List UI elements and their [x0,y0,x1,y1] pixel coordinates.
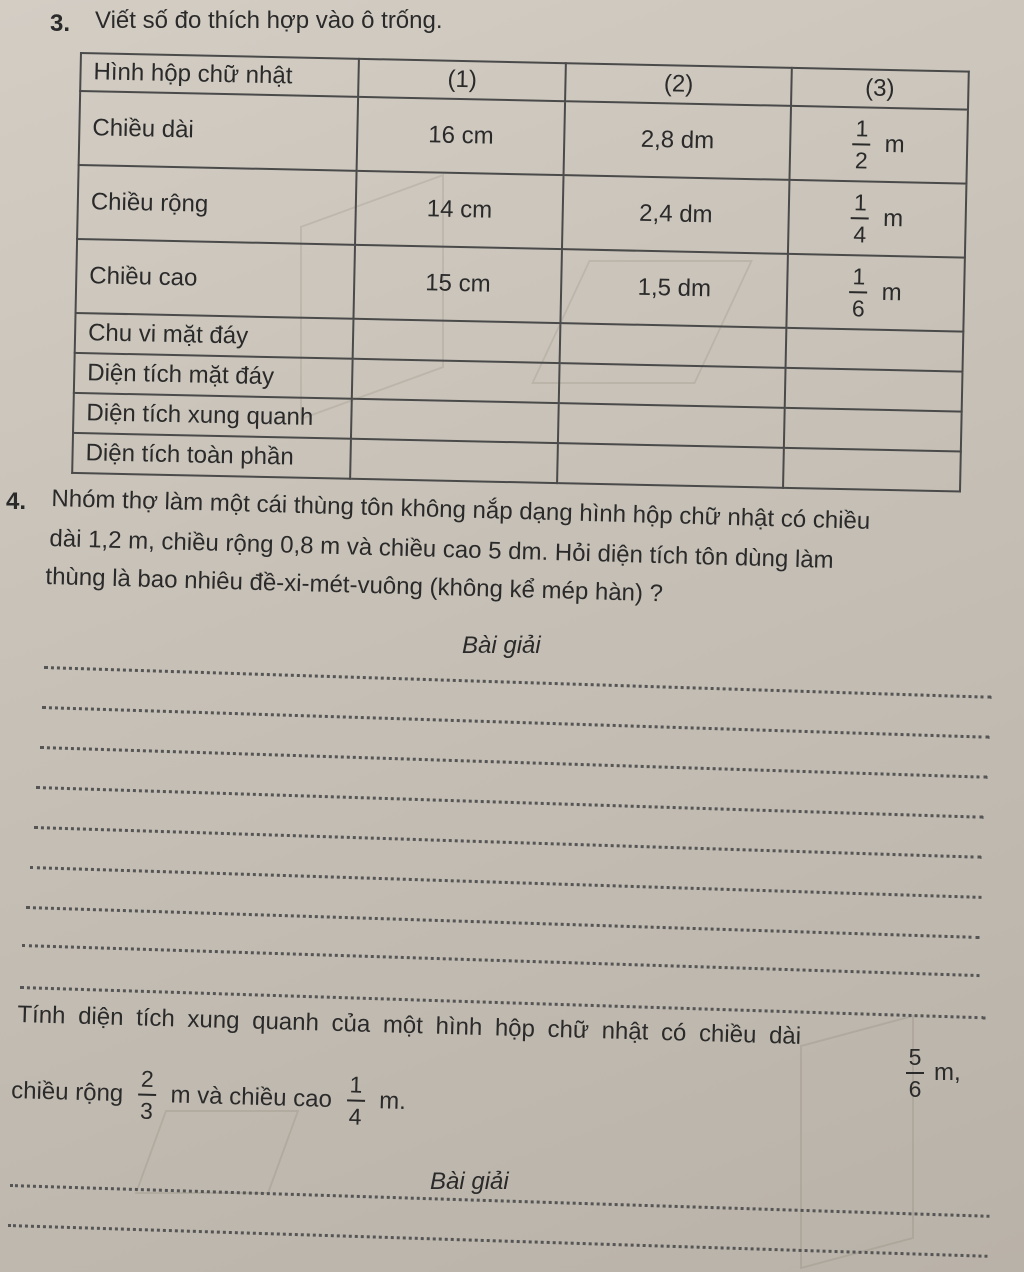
denominator: 6 [851,295,865,322]
answer-cell[interactable] [351,399,559,443]
answer-cell[interactable] [784,408,962,452]
answer-cell[interactable] [350,439,558,483]
q4-line-2: dài 1,2 m, chiều rộng 0,8 m và chiều cao 5 dm. Hỏi diện tích tôn dùng làm [49,524,835,574]
answer-cell[interactable] [557,443,783,488]
answer-cell[interactable] [785,368,963,412]
value-cell-fraction [789,106,968,184]
row-label: Chiều cao [76,239,355,319]
q4-solution-title: Bài giải [462,632,541,659]
fraction [849,263,868,321]
value-cell-fraction [788,180,967,258]
q3-table [71,52,970,493]
row-label: Diện tích toàn phần [72,433,351,479]
numerator: 1 [855,115,869,142]
answer-line[interactable] [36,786,984,819]
fraction [346,1071,366,1129]
answer-line[interactable] [34,826,982,859]
fraction [851,189,870,247]
numerator: 2 [140,1065,155,1092]
value-cell-fraction [786,254,965,332]
denominator: 6 [908,1076,922,1102]
q4-number: 4. [6,488,27,515]
answer-cell[interactable] [559,363,785,408]
numerator: 1 [349,1071,363,1098]
row-label: Diện tích mặt đáy [74,353,353,399]
header-cell: Hình hộp chữ nhật [80,53,359,97]
denominator: 4 [853,221,867,248]
answer-cell[interactable] [560,323,786,368]
answer-cell[interactable] [785,328,963,372]
answer-cell[interactable] [558,403,784,448]
row-label: Diện tích xung quanh [73,393,352,439]
q3-prompt: Viết số đo thích hợp vào ô trống. [95,7,443,34]
value-cell: 2,4 dm [562,175,789,254]
q5-line-2-c: m. [378,1087,407,1116]
fraction [906,1044,924,1102]
header-cell: (3) [791,68,969,110]
answer-line[interactable] [40,746,988,779]
q5-line-2 [10,1062,406,1131]
answer-line[interactable] [42,706,990,739]
answer-cell[interactable] [353,319,561,363]
row-label: Chiều rộng [77,165,356,245]
answer-cell[interactable] [783,448,961,492]
value-cell: 14 cm [355,171,564,249]
q5-line-2-a: chiều rộng [10,1076,124,1108]
answer-line[interactable] [22,944,980,977]
header-cell: (1) [358,59,566,101]
q4-line-3: thùng là bao nhiêu đề-xi-mét-vuông (không kể mép hàn) ? [45,562,664,608]
value-cell: 1,5 dm [561,249,788,328]
row-label: Chu vi mặt đáy [75,313,354,359]
numerator: 5 [908,1044,922,1070]
value-cell: 15 cm [353,245,562,323]
q5-line-2-b: m và chiều cao [170,1081,333,1113]
unit: m [882,204,904,233]
denominator: 3 [139,1097,154,1124]
fraction [137,1066,157,1124]
answer-line[interactable] [30,866,982,899]
numerator: 1 [852,263,866,290]
q4-line-1: Nhóm thợ làm một cái thùng tôn không nắp dạng hình hộp chữ nhật có chiều [51,484,871,535]
unit: m [884,130,905,159]
row-label: Chiều dài [79,91,358,171]
answer-cell[interactable] [352,359,560,403]
q5-length-value [906,1044,961,1102]
unit: m, [934,1059,961,1086]
q5-line-1: Tính diện tích xung quanh của một hình hộp chữ nhật có chiều dài [17,1000,802,1050]
answer-line[interactable] [44,666,992,699]
q5-solution-title: Bài giải [430,1168,509,1195]
numerator: 1 [853,189,868,216]
unit: m [881,278,902,307]
fraction [852,115,871,173]
value-cell: 16 cm [357,97,566,175]
q3-number: 3. [50,10,71,37]
denominator: 4 [348,1103,362,1130]
header-cell: (2) [565,63,791,106]
denominator: 2 [854,147,869,174]
show-through-shape [800,1015,914,1270]
value-cell: 2,8 dm [564,101,791,180]
answer-line[interactable] [26,906,980,939]
